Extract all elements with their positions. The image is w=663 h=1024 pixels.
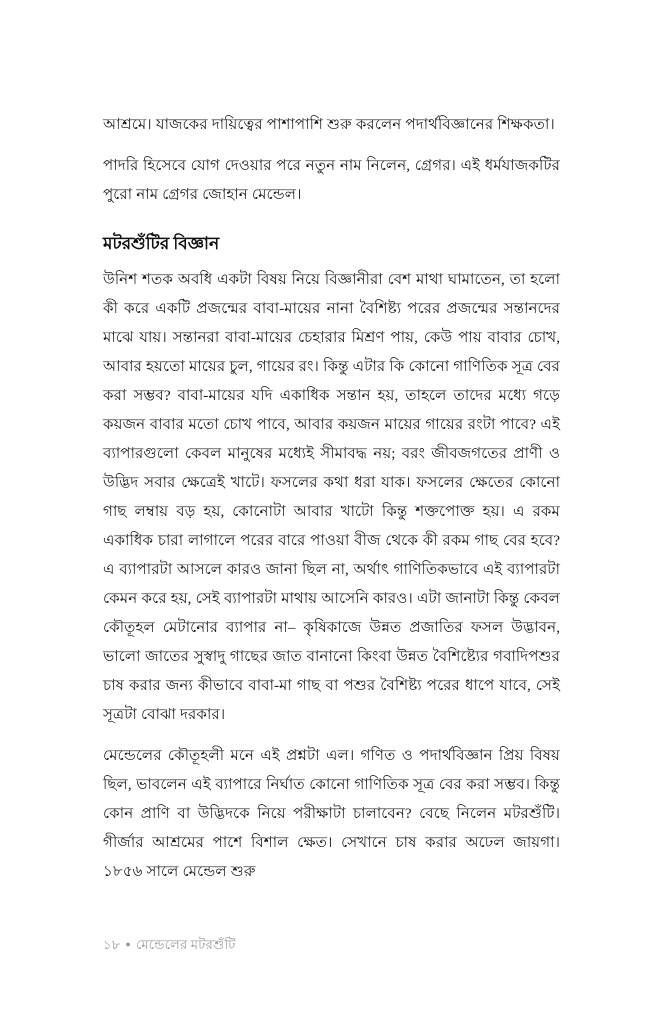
running-title: মেন্ডেলের মটরশুঁটি xyxy=(135,937,236,952)
page-footer xyxy=(103,934,236,955)
section-paragraph: উনিশ শতক অবধি একটা বিষয় নিয়ে বিজ্ঞানীরা বেশ মাথা ঘামাতেন, তা হলো কী করে একটি প্রজন্মের বাবা-মায়ের নানা বৈশিষ্ট্য পরের প্রজন্মের সন্তানদের মাঝে যায়। সন্তানরা বাবা-মায়ের চেহারার মিশ্রণ পায়, কেউ পায় বাবার চোখ, আবার হয়তো মায়ের চুল, গায়ের রং। কিন্তু এটার কি কোনো গাণিতিক সূত্র বের করা সম্ভব? বাবা-মায়ের যদি একাধিক সন্তান হয়, তাহলে তাদের মধ্যে গড়ে কয়জন বাবার মতো চোখ পাবে, আবার কয়জন মায়ের গায়ের রংটা পাবে? এই ব্যাপারগুলো কেবল মানুষের মধ্যেই সীমাবদ্ধ নয়; বরং জীবজগতের প্রাণী ও উদ্ভিদ সবার ক্ষেত্রেই খাটে। ফসলের কথা ধরা যাক। ফসলের ক্ষেতের কোনো গাছ লম্বায় বড় হয়, কোনোটা আবার খাটো কিন্তু শক্তপোক্ত হয়। এ রকম একাধিক চারা লাগালে পরের বারে পাওয়া বীজ থেকে কী রকম গাছ বের হবে? এ ব্যাপারটা আসলে কারও জানা ছিল না, অর্থাৎ গাণিতিকভাবে এই ব্যাপারটা কেমন করে হয়, সেই ব্যাপারটা মাথায় আসেনি কারও। এটা জানাটা কিন্তু কেবল কৌতূহল মেটানোর ব্যাপার না– কৃষিকাজে উন্নত প্রজাতির ফসল উদ্ভাবন, ভালো জাতের সুস্বাদু গাছের জাত বানানো কিংবা উন্নত বৈশিষ্ট্যের গবাদিপশুর চাষ করার জন্য কীভাবে বাবা-মা গাছ বা পশুর বৈশিষ্ট্য পরের ধাপে যাবে, সেই সূত্রটা বোঝা দরকার। xyxy=(103,271,560,723)
page-content xyxy=(103,110,560,886)
page-number: ১৮ xyxy=(103,937,121,952)
body-paragraph: আশ্রমে। যাজকের দায়িত্বের পাশাপাশি শুরু করলেন পদার্থবিজ্ঞানের শিক্ষকতা। xyxy=(103,116,555,133)
section-paragraph: মেন্ডেলের কৌতূহলী মনে এই প্রশ্নটা এল। গণিত ও পদার্থবিজ্ঞান প্রিয় বিষয় ছিল, ভাবলেন এই ব্যাপারে নির্ঘাত কোনো গাণিতিক সূত্র বের করা সম্ভব। কিন্তু কোন প্রাণি বা উদ্ভিদকে নিয়ে পরীক্ষাটা চালাবেন? বেছে নিলেন মটরশুঁটি। গীর্জার আশ্রমের পাশে বিশাল ক্ষেত। সেখানে চাষ করার অঢেল জায়গা। ১৮৫৬ সালে মেন্ডেল শুরু xyxy=(103,747,560,880)
body-paragraph: পাদরি হিসেবে যোগ দেওয়ার পরে নতুন নাম নিলেন, গ্রেগর। এই ধর্মযাজকটির পুরো নাম গ্রেগর জোহান মেন্ডেল। xyxy=(103,157,560,203)
bullet-separator-icon: ● xyxy=(125,939,131,949)
section-heading: মটরশুঁটির বিজ্ঞান xyxy=(103,234,220,253)
